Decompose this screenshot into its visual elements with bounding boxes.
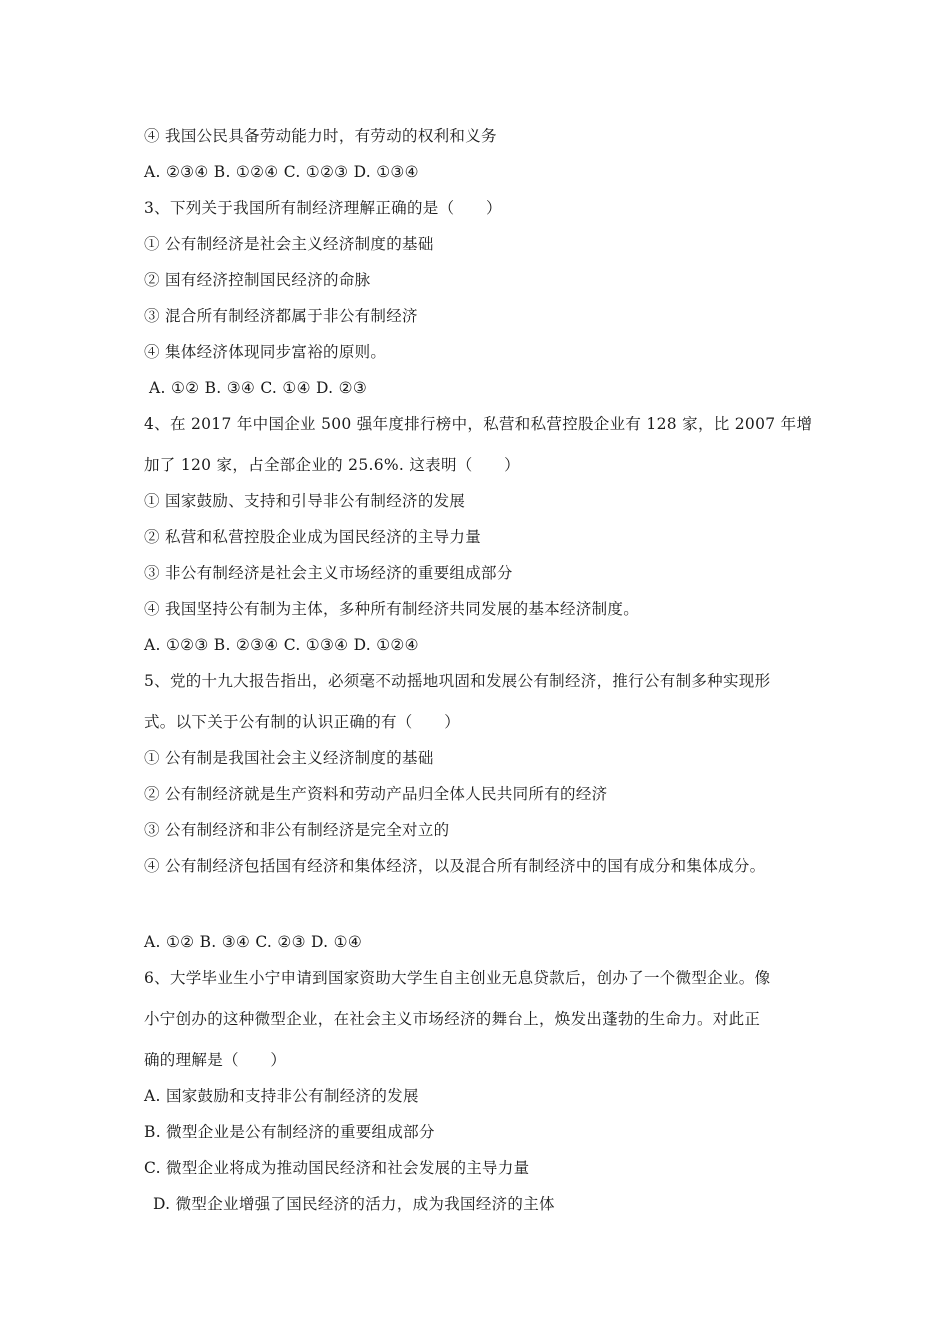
q6-stem-line-1: 6、大学毕业生小宁申请到国家资助大学生自主创业无息贷款后，创办了一个微型企业。像	[144, 969, 771, 987]
q6-option-b: B. 微型企业是公有制经济的重要组成部分	[144, 1123, 435, 1141]
q3-option-3: ③ 混合所有制经济都属于非公有制经济	[144, 307, 418, 325]
q5-stem-line-2: 式。以下关于公有制的认识正确的有（ ）	[144, 713, 461, 731]
q6-option-c: C. 微型企业将成为推动国民经济和社会发展的主导力量	[144, 1159, 530, 1177]
q5-option-1: ① 公有制是我国社会主义经济制度的基础	[144, 749, 434, 767]
q3-answer-choices: A. ①② B. ③④ C. ①④ D. ②③	[149, 379, 368, 397]
q5-option-4: ④ 公有制经济包括国有经济和集体经济，以及混合所有制经济中的国有成分和集体成分。	[144, 857, 766, 875]
q5-answer-choices: A. ①② B. ③④ C. ②③ D. ①④	[144, 933, 363, 951]
q6-option-d: D. 微型企业增强了国民经济的活力，成为我国经济的主体	[153, 1195, 555, 1213]
q4-option-1: ① 国家鼓励、支持和引导非公有制经济的发展	[144, 492, 466, 510]
q5-stem-line-1: 5、党的十九大报告指出，必须毫不动摇地巩固和发展公有制经济，推行公有制多种实现形	[144, 672, 771, 690]
q4-option-3: ③ 非公有制经济是社会主义市场经济的重要组成部分	[144, 564, 513, 582]
q6-stem-line-2: 小宁创办的这种微型企业，在社会主义市场经济的舞台上，焕发出蓬勃的生命力。对此正	[144, 1010, 761, 1028]
q4-stem-line-1: 4、在 2017 年中国企业 500 强年度排行榜中，私营和私营控股企业有 128 家，比 2007 年增	[144, 415, 813, 433]
q6-option-a: A. 国家鼓励和支持非公有制经济的发展	[144, 1087, 419, 1105]
q3-stem: 3、下列关于我国所有制经济理解正确的是（ ）	[144, 199, 502, 217]
q2-answer-choices: A. ②③④ B. ①②④ C. ①②③ D. ①③④	[144, 163, 419, 181]
q5-option-2: ② 公有制经济就是生产资料和劳动产品归全体人民共同所有的经济	[144, 785, 608, 803]
q4-option-4: ④ 我国坚持公有制为主体，多种所有制经济共同发展的基本经济制度。	[144, 600, 640, 618]
q3-option-1: ① 公有制经济是社会主义经济制度的基础	[144, 235, 434, 253]
q2-option-4: ④ 我国公民具备劳动能力时，有劳动的权利和义务	[144, 127, 497, 145]
q6-stem-line-3: 确的理解是（ ）	[144, 1051, 287, 1069]
q3-option-4: ④ 集体经济体现同步富裕的原则。	[144, 343, 387, 361]
q4-answer-choices: A. ①②③ B. ②③④ C. ①③④ D. ①②④	[144, 636, 419, 654]
q4-stem-line-2: 加了 120 家，占全部企业的 25.6%. 这表明（ ）	[144, 456, 520, 474]
q5-option-3: ③ 公有制经济和非公有制经济是完全对立的	[144, 821, 450, 839]
q4-option-2: ② 私营和私营控股企业成为国民经济的主导力量	[144, 528, 482, 546]
q3-option-2: ② 国有经济控制国民经济的命脉	[144, 271, 371, 289]
